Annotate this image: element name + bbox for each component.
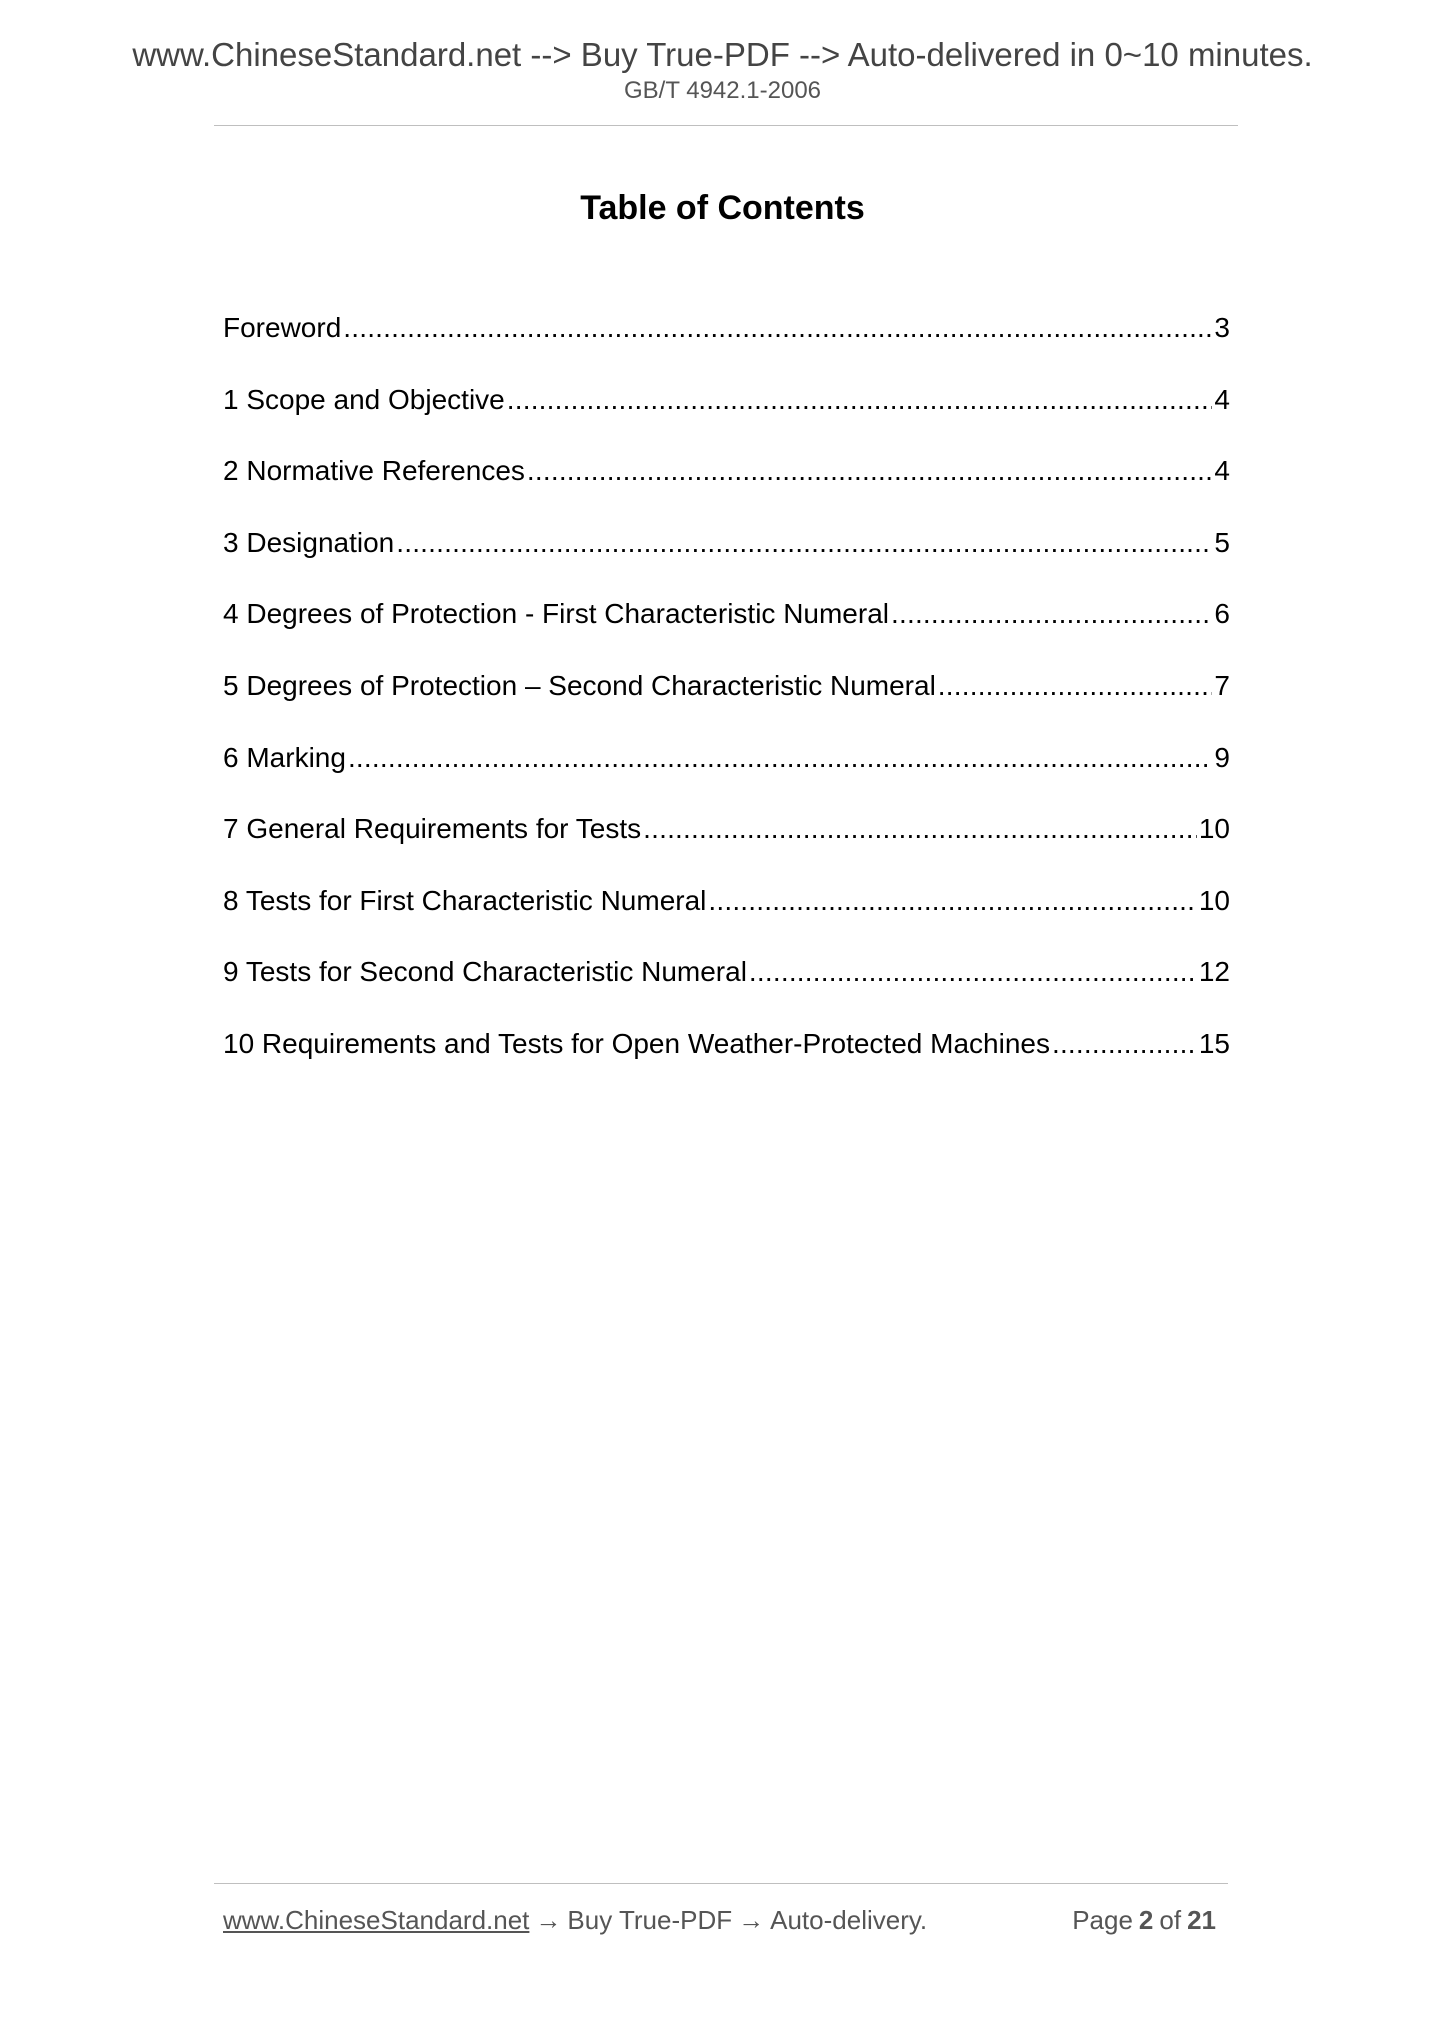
footer-divider bbox=[214, 1883, 1228, 1884]
toc-entry-label: 3 Designation bbox=[223, 526, 395, 558]
page-current: 2 bbox=[1138, 1905, 1154, 1935]
footer-site-link[interactable]: www.ChineseStandard.net bbox=[223, 1905, 530, 1935]
toc-dot-leader bbox=[749, 955, 1197, 989]
toc-entry-page: 12 bbox=[1198, 956, 1230, 988]
toc-entry-page: 9 bbox=[1214, 741, 1230, 773]
toc-entry-first-numeral-protection[interactable] bbox=[223, 597, 1230, 669]
toc-dot-leader bbox=[708, 884, 1196, 918]
toc-entry-page: 6 bbox=[1214, 598, 1230, 630]
toc-entry-page: 3 bbox=[1214, 312, 1230, 343]
toc-entry-second-numeral-tests[interactable] bbox=[223, 955, 1230, 1027]
toc-entry-general-requirements[interactable] bbox=[223, 812, 1230, 884]
toc-entry-normative-references[interactable] bbox=[223, 454, 1230, 526]
toc-entry-marking[interactable] bbox=[223, 741, 1230, 813]
toc-entry-label: 4 Degrees of Protection - First Characteristic Numeral bbox=[223, 598, 889, 630]
toc-entry-open-machines[interactable] bbox=[223, 1027, 1230, 1099]
footer bbox=[223, 1907, 1230, 1933]
toc-entry-page: 5 bbox=[1214, 526, 1230, 558]
toc-entry-label: 9 Tests for Second Characteristic Numeral bbox=[223, 956, 747, 988]
arrow-right-icon: → bbox=[738, 1905, 765, 1935]
footer-buy-text: Buy True-PDF bbox=[567, 1905, 733, 1935]
toc-dot-leader bbox=[938, 669, 1213, 703]
toc-dot-leader bbox=[643, 812, 1197, 846]
toc-entry-page: 7 bbox=[1214, 669, 1230, 701]
toc-entry-label: 6 Marking bbox=[223, 741, 346, 773]
toc-dot-leader bbox=[348, 741, 1212, 775]
toc-entry-label: 2 Normative References bbox=[223, 455, 525, 487]
toc-dot-leader bbox=[527, 454, 1213, 488]
toc-dot-leader bbox=[891, 597, 1212, 631]
toc-entry-second-numeral-protection[interactable] bbox=[223, 669, 1230, 741]
page-word: Page bbox=[1072, 1905, 1133, 1935]
page-title: Table of Contents bbox=[580, 189, 865, 227]
toc-entry-label: 10 Requirements and Tests for Open Weather-Protected Machines bbox=[223, 1027, 1050, 1059]
toc-entry-page: 4 bbox=[1214, 455, 1230, 487]
toc-entry-label: 7 General Requirements for Tests bbox=[223, 813, 642, 845]
toc-entry-page: 4 bbox=[1214, 383, 1230, 415]
toc-entry-page: 10 bbox=[1198, 813, 1230, 845]
toc-entry-page: 15 bbox=[1198, 1027, 1230, 1059]
toc-entry-page: 10 bbox=[1198, 884, 1230, 916]
arrow-right-icon: → bbox=[535, 1905, 562, 1935]
toc-entry-designation[interactable] bbox=[223, 526, 1230, 598]
toc-dot-leader bbox=[343, 311, 1212, 345]
toc-dot-leader bbox=[507, 383, 1213, 417]
page-total: 21 bbox=[1187, 1905, 1216, 1935]
page-of-word: of bbox=[1159, 1905, 1182, 1935]
toc-dot-leader bbox=[396, 526, 1212, 560]
toc-entry-label: 1 Scope and Objective bbox=[223, 383, 505, 415]
toc-entry-label: 8 Tests for First Characteristic Numeral bbox=[223, 884, 707, 916]
toc-entry-scope[interactable] bbox=[223, 383, 1230, 455]
toc-entry-label: 5 Degrees of Protection – Second Characteristic Numeral bbox=[223, 669, 936, 701]
header-divider bbox=[214, 125, 1238, 126]
page-indicator bbox=[1072, 1907, 1222, 1933]
toc-entry-foreword[interactable] bbox=[223, 311, 1230, 383]
toc-list bbox=[223, 311, 1230, 1099]
footer-delivery-text: Auto-delivery. bbox=[770, 1905, 928, 1935]
toc-entry-first-numeral-tests[interactable] bbox=[223, 884, 1230, 956]
header-banner: www.ChineseStandard.net --> Buy True-PDF --> Auto-delivered in 0~10 minutes. bbox=[132, 36, 1313, 73]
toc-dot-leader bbox=[1052, 1027, 1197, 1061]
document-id: GB/T 4942.1-2006 bbox=[623, 77, 822, 104]
toc-entry-label: Foreword bbox=[223, 312, 342, 343]
